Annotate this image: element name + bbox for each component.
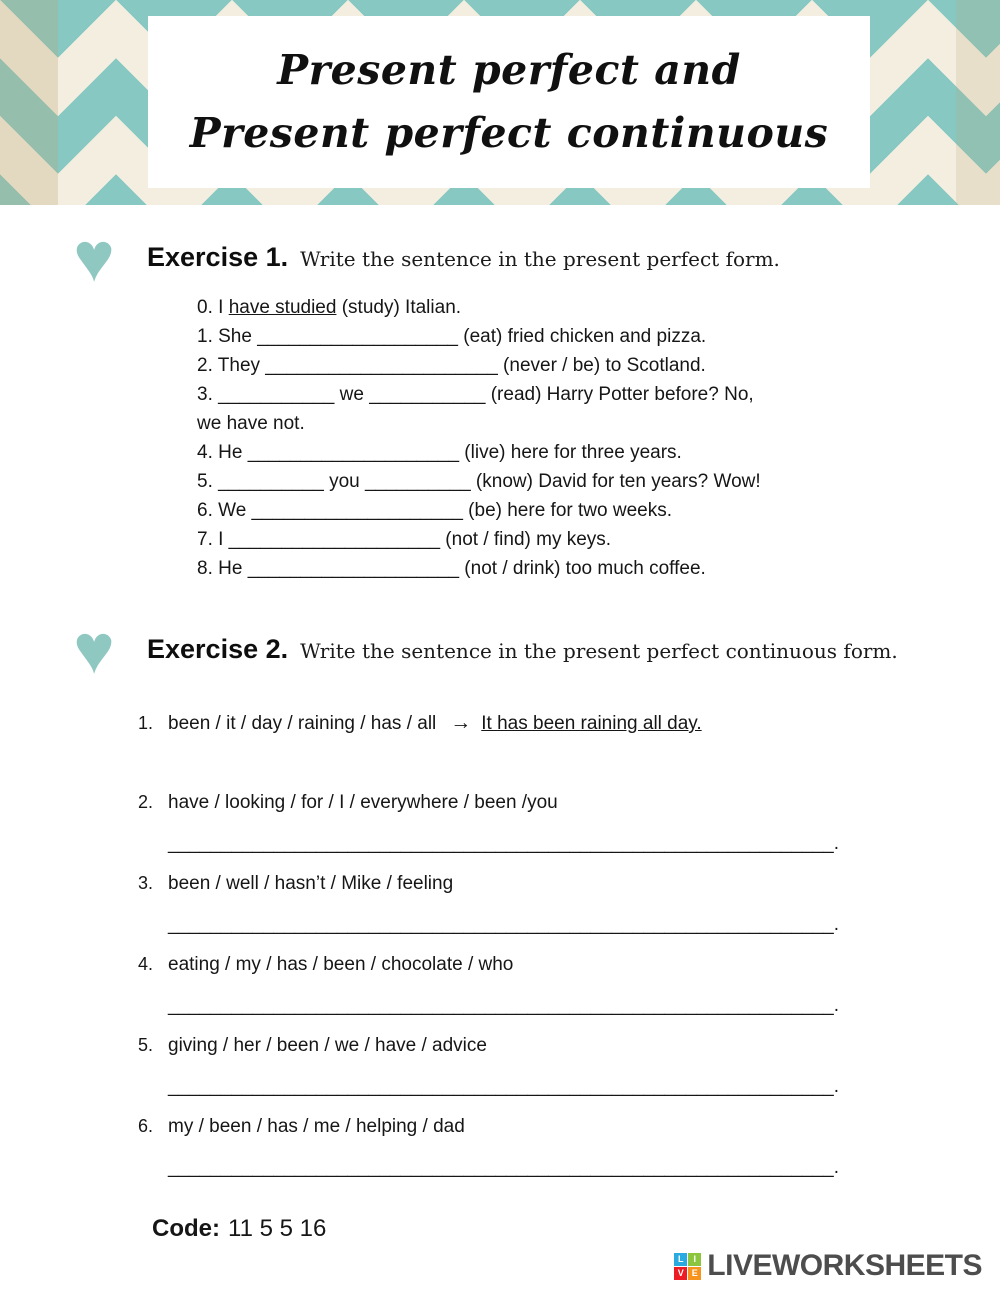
title-line-1: Present perfect and <box>277 45 741 94</box>
code-label: Code: <box>152 1215 220 1242</box>
exercise1-list <box>197 293 869 583</box>
worksheet-code <box>152 1215 1000 1243</box>
exercise2-head-text <box>147 634 898 665</box>
exercise2-heading: Exercise 2. <box>147 633 289 664</box>
item-number: 3. <box>138 873 154 893</box>
exercise1-item-3-cont: we have not. <box>197 413 305 434</box>
exercise1-instruction: Write the sentence in the present perfect form. <box>300 246 780 271</box>
item-number: 5. <box>138 1035 154 1055</box>
item-number: 4. <box>138 954 154 974</box>
scramble-words: been / well / hasn’t / Mike / feeling <box>168 873 454 894</box>
exercise2-list <box>138 711 1000 1181</box>
exercise1-section <box>0 218 1000 583</box>
arrow-icon: → <box>450 711 472 734</box>
exercise2-item-6 <box>138 1113 1000 1181</box>
exercise1-item-8[interactable]: 8. He ____________________ (not / drink) too much coffee. <box>197 558 706 579</box>
example-suffix: (study) Italian. <box>336 297 462 318</box>
item-number: 2. <box>138 792 154 812</box>
exercise2-item-3 <box>138 870 1000 938</box>
exercise1-heading: Exercise 1. <box>147 241 289 272</box>
exercise1-item-5[interactable]: 5. __________ you __________ (know) David for ten years? Wow! <box>197 471 761 492</box>
exercise2-example-item <box>138 711 1000 735</box>
exercise1-header <box>0 218 1000 296</box>
answer-blank[interactable]: _______________________________________________________________. <box>168 833 839 854</box>
example-prefix: 0. I <box>197 297 229 318</box>
heart-icon: ♥ <box>73 610 115 688</box>
answer-blank[interactable]: _______________________________________________________________. <box>168 1157 839 1178</box>
exercise1-item-4[interactable]: 4. He ____________________ (live) here for three years. <box>197 442 682 463</box>
exercise1-item-3[interactable]: 3. ___________ we ___________ (read) Harry Potter before? No, <box>197 384 754 405</box>
answer-blank[interactable]: _______________________________________________________________. <box>168 914 839 935</box>
exercise1-example <box>197 293 869 322</box>
scramble-words: have / looking / for / I / everywhere / been /you <box>168 792 558 813</box>
code-value: 11 5 5 16 <box>228 1215 327 1242</box>
example2-answer: It has been raining all day. <box>481 713 702 734</box>
exercise1-item-6[interactable]: 6. We ____________________ (be) here for two weeks. <box>197 500 672 521</box>
scramble-row <box>138 951 1000 978</box>
logo-square-i: I <box>688 1253 701 1266</box>
logo-square-v: V <box>674 1267 687 1280</box>
logo-square-l: L <box>674 1253 687 1266</box>
exercise1-item-1[interactable]: 1. She ___________________ (eat) fried chicken and pizza. <box>197 326 707 347</box>
scramble-words: been / it / day / raining / has / all <box>168 713 437 734</box>
scramble-words: my / been / has / me / helping / dad <box>168 1116 465 1137</box>
scramble-words: eating / my / has / been / chocolate / who <box>168 954 514 975</box>
answer-blank[interactable]: _______________________________________________________________. <box>168 995 839 1016</box>
exercise2-item-4 <box>138 951 1000 1019</box>
liveworksheets-logo-icon[interactable] <box>674 1253 701 1280</box>
exercise2-item-2 <box>138 789 1000 857</box>
exercise2-instruction: Write the sentence in the present perfect continuous form. <box>300 638 898 663</box>
exercise1-item-7[interactable]: 7. I ____________________ (not / find) my keys. <box>197 529 612 550</box>
heart-icon: ♥ <box>73 218 115 296</box>
exercise2-item-5 <box>138 1032 1000 1100</box>
answer-blank[interactable]: _______________________________________________________________. <box>168 1076 839 1097</box>
exercise1-head-text <box>147 242 780 273</box>
title-box <box>148 16 870 188</box>
page-title <box>189 45 829 157</box>
scramble-row <box>138 870 1000 897</box>
scramble-row <box>138 1032 1000 1059</box>
scramble-words: giving / her / been / we / have / advice <box>168 1035 487 1056</box>
item-number: 6. <box>138 1116 154 1136</box>
exercise1-item-2[interactable]: 2. They ______________________ (never / be) to Scotland. <box>197 355 706 376</box>
liveworksheets-wordmark[interactable]: LIVEWORKSHEETS <box>707 1249 982 1282</box>
header-banner <box>0 0 1000 205</box>
exercise2-section <box>0 610 1000 1181</box>
scramble-row <box>138 789 1000 816</box>
title-line-2: Present perfect continuous <box>189 109 829 157</box>
item-number: 1. <box>138 713 154 733</box>
logo-square-e: E <box>688 1267 701 1280</box>
exercise2-header <box>0 610 1000 688</box>
footer <box>674 1249 982 1283</box>
example-answer: have studied <box>228 297 337 318</box>
scramble-row <box>138 1113 1000 1140</box>
